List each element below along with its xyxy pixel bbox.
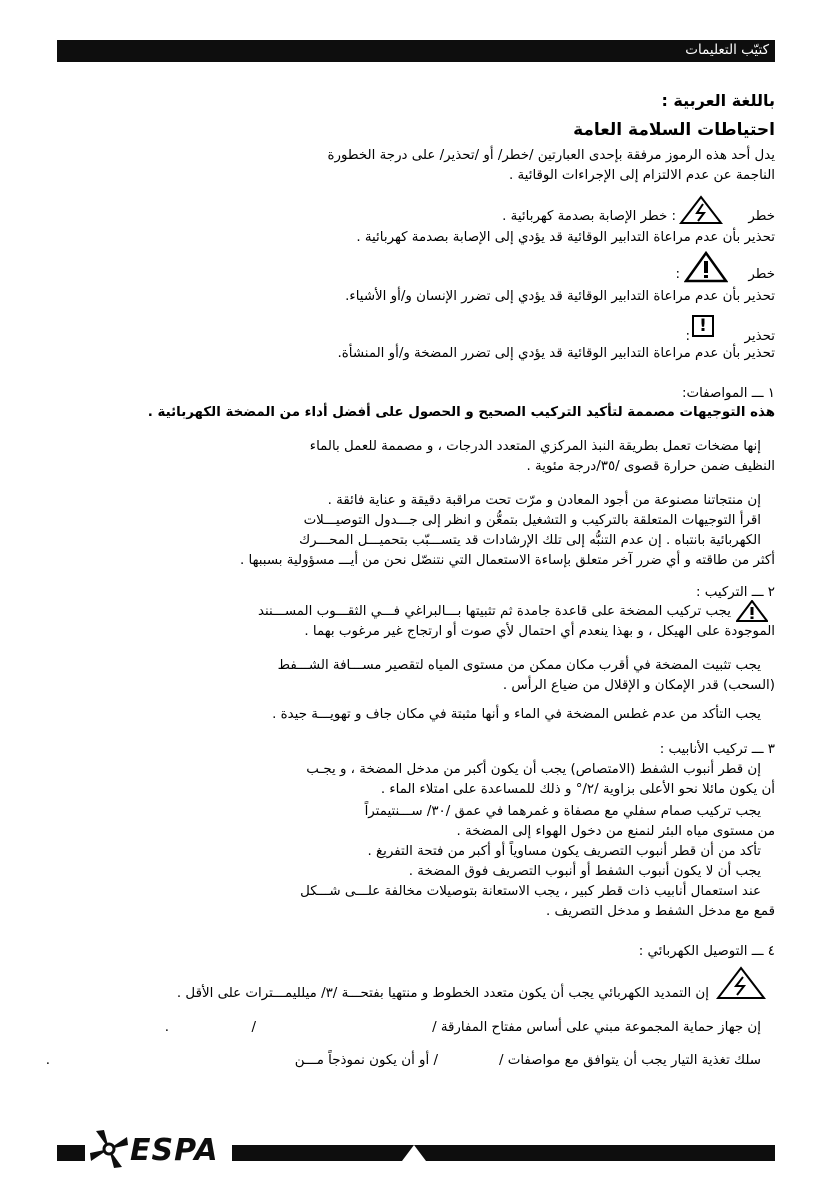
pipes-line: أن يكون مائلا نحو الأعلى بزاوية /٢/° و ذلك للمساعدة على امتلاء الماء . (380, 782, 775, 797)
electrical-line: سلك تغذية التيار يجب أن يتوافق مع مواصفات / (498, 1053, 761, 1068)
section-title: احتياطات السلامة العامة (573, 120, 775, 140)
header-title: كتيّب التعليمات (685, 42, 769, 58)
warning-2-detail: تحذير بأن عدم مراعاة التدابير الوقائية قد يؤدي إلى تضرر الإنسان و/أو الأشياء. (345, 289, 775, 304)
install-title: ٢ ـــ التركيب : (695, 585, 775, 600)
pipes-line: من مستوى مياه البئر لنمنع من دخول الهواء إلى المضخة . (456, 824, 775, 839)
electrical-line: / (251, 1020, 256, 1035)
brand-logo-text: ESPA (130, 1133, 219, 1168)
espa-logo-icon (88, 1127, 130, 1171)
electrical-line: إن جهاز حماية المجموعة مبني على أساس مفتاح المفارقة / (432, 1020, 761, 1035)
intro-line-2: الناجمة عن عدم الالتزام إلى الإجراءات الوقائية . (508, 168, 775, 183)
intro-line-1: يدل أحد هذه الرموز مرفقة بإحدى العبارتين /خطر/ أو /تحذير/ على درجة الخطورة (327, 148, 775, 163)
warning-3-text: : (685, 329, 690, 344)
electric-hazard-icon (679, 195, 723, 225)
warning-3-label: تحذير (744, 329, 775, 344)
pipes-line: قمع مع مدخل الشفط و مدخل التصريف . (546, 904, 775, 919)
spec-line: الكهربائية بانتباه . إن عدم التنبُّه إلى تلك الإرشادات قد يتســـبّب بتحميـــل المحـــرك (299, 533, 761, 548)
pipes-line: يجب تركيب صمام سفلي مع مصفاة و غمرهما في عمق /٣٠/ ســـنتيمتراً (364, 804, 761, 819)
header-bar (57, 40, 775, 62)
warning-1-text: : خطر الإصابة بصدمة كهربائية . (502, 209, 676, 224)
spec-line: إن منتجاتنا مصنوعة من أجود المعادن و مرّت تحت مراقبة دقيقة و عناية فائقة . (327, 493, 761, 508)
spec-line: اقرأ التوجيهات المتعلقة بالتركيب و التشغيل بتمعُّن و انظر إلى جـــدول التوصيـــلات (303, 513, 761, 528)
footer-bar-right (232, 1145, 775, 1161)
pipes-title: ٣ ـــ تركيب الأنابيب : (659, 742, 775, 757)
pipes-line: يجب أن لا يكون أنبوب الشفط أو أنبوب التصريف فوق المضخة . (408, 864, 761, 879)
install-line: يجب تثبيت المضخة في أقرب مكان ممكن من مستوى المياه لتقصير مســـافة الشـــفط (277, 658, 761, 673)
warning-3-detail: تحذير بأن عدم مراعاة التدابير الوقائية قد يؤدي إلى تضرر المضخة و/أو المنشأة. (337, 346, 775, 361)
electric-hazard-icon (716, 966, 766, 1000)
warning-1-detail: تحذير بأن عدم مراعاة التدابير الوقائية قد يؤدي إلى الإصابة بصدمة كهربائية . (356, 230, 775, 245)
spec-line: هذه التوجيهات مصممة لتأكيد التركيب الصحيح و الحصول على أفضل أداء من المضخة الكهربائية . (147, 405, 775, 420)
pipes-line: إن قطر أنبوب الشفط (الامتصاص) يجب أن يكون أكبر من مدخل المضخة ، و يجـب (306, 762, 761, 777)
general-hazard-icon (736, 600, 768, 622)
electrical-line: إن التمديد الكهربائي يجب أن يكون متعدد الخطوط و منتهيا بفتحـــة /٣/ ميلليمـــترات على الأقل . (176, 986, 709, 1001)
spec-line: أكثر من طاقته و أي ضرر آخر متعلق بإساءة الاستعمال التي نتنصّل نحن من أيـــ مسؤولية بسببها . (240, 553, 775, 568)
general-hazard-icon (684, 251, 728, 283)
pipes-line: تأكد من أن قطر أنبوب التصريف يكون مساوياً أو أكبر من فتحة التفريغ . (367, 844, 761, 859)
install-line: (السحب) قدر الإمكان و الإقلال من ضياع الرأس . (502, 678, 775, 693)
electrical-line: / أو أن يكون نموذجاً مـــن (294, 1053, 438, 1068)
warning-1-label: خطر (748, 209, 775, 224)
spec-title: ١ ـــ المواصفات: (681, 386, 775, 401)
install-line: يجب التأكد من عدم غطس المضخة في الماء و أنها مثبتة في مكان جاف و تهويـــة جيدة . (272, 707, 761, 722)
electrical-title: ٤ ـــ التوصيل الكهربائي : (638, 944, 775, 959)
caution-icon: ! (692, 315, 714, 337)
language-heading: باللغة العربية : (661, 91, 775, 110)
spec-line: النظيف ضمن حرارة قصوى /٣٥/درجة مئوية . (526, 459, 775, 474)
warning-2-text: : (675, 267, 680, 282)
pipes-line: عند استعمال أنابيب ذات قطر كبير ، يجب الاستعانة بتوصيلات مخالفة علـــى شـــكل (300, 884, 761, 899)
install-line: الموجودة على الهيكل ، و بهذا ينعدم أي احتمال لأي صوت أو ارتجاج غير مرغوب بهما . (304, 624, 775, 639)
footer-bar-left (57, 1145, 85, 1161)
spec-line: إنها مضخات تعمل بطريقة النبذ المركزي المتعدد الدرجات ، و مصممة للعمل بالماء (309, 439, 761, 454)
warning-2-label: خطر (748, 267, 775, 282)
triangle-up-icon (401, 1144, 427, 1162)
install-line: يجب تركيب المضخة على قاعدة جامدة ثم تثبيتها بـــالبراغي فـــي الثقـــوب المســـنند (257, 604, 731, 619)
electrical-line: . (164, 1020, 169, 1035)
electrical-line: . (45, 1053, 50, 1068)
